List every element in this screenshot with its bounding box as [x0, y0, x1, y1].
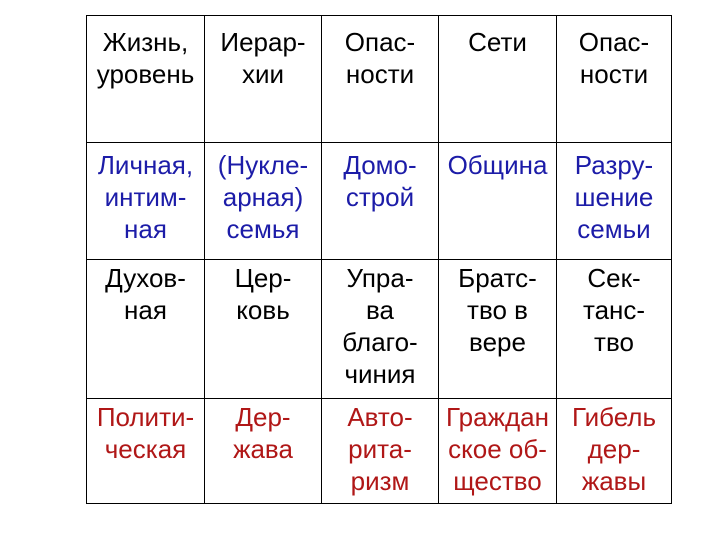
table-cell: Братс- тво в вере — [439, 260, 557, 399]
table-cell: (Нукле- арная) семья — [205, 143, 322, 260]
table-cell: Авто- рита- ризм — [322, 399, 439, 504]
header-cell-hierarchies: Иерар- хии — [205, 16, 322, 143]
table-row-political — [87, 399, 672, 504]
table-cell: Сек- танс- тво — [557, 260, 672, 399]
header-row — [87, 16, 672, 143]
table-cell: Разру- шение семьи — [557, 143, 672, 260]
header-cell-life-level: Жизнь, уровень — [87, 16, 205, 143]
table-cell: Цер- ковь — [205, 260, 322, 399]
header-cell-dangers: Опас- ности — [322, 16, 439, 143]
header-cell-networks: Сети — [439, 16, 557, 143]
table-cell: Упра- ва благо- чиния — [322, 260, 439, 399]
header-cell-dangers-2: Опас- ности — [557, 16, 672, 143]
table-cell: Дер- жава — [205, 399, 322, 504]
table-cell: Община — [439, 143, 557, 260]
table-cell: Гибель дер- жавы — [557, 399, 672, 504]
table-cell: Граждан ское об- щество — [439, 399, 557, 504]
table-cell: Духов- ная — [87, 260, 205, 399]
hierarchy-table — [86, 15, 672, 504]
table-cell: Домо- строй — [322, 143, 439, 260]
table-cell: Полити- ческая — [87, 399, 205, 504]
table-row-spiritual — [87, 260, 672, 399]
table-row-personal — [87, 143, 672, 260]
table-cell: Личная, интим- ная — [87, 143, 205, 260]
